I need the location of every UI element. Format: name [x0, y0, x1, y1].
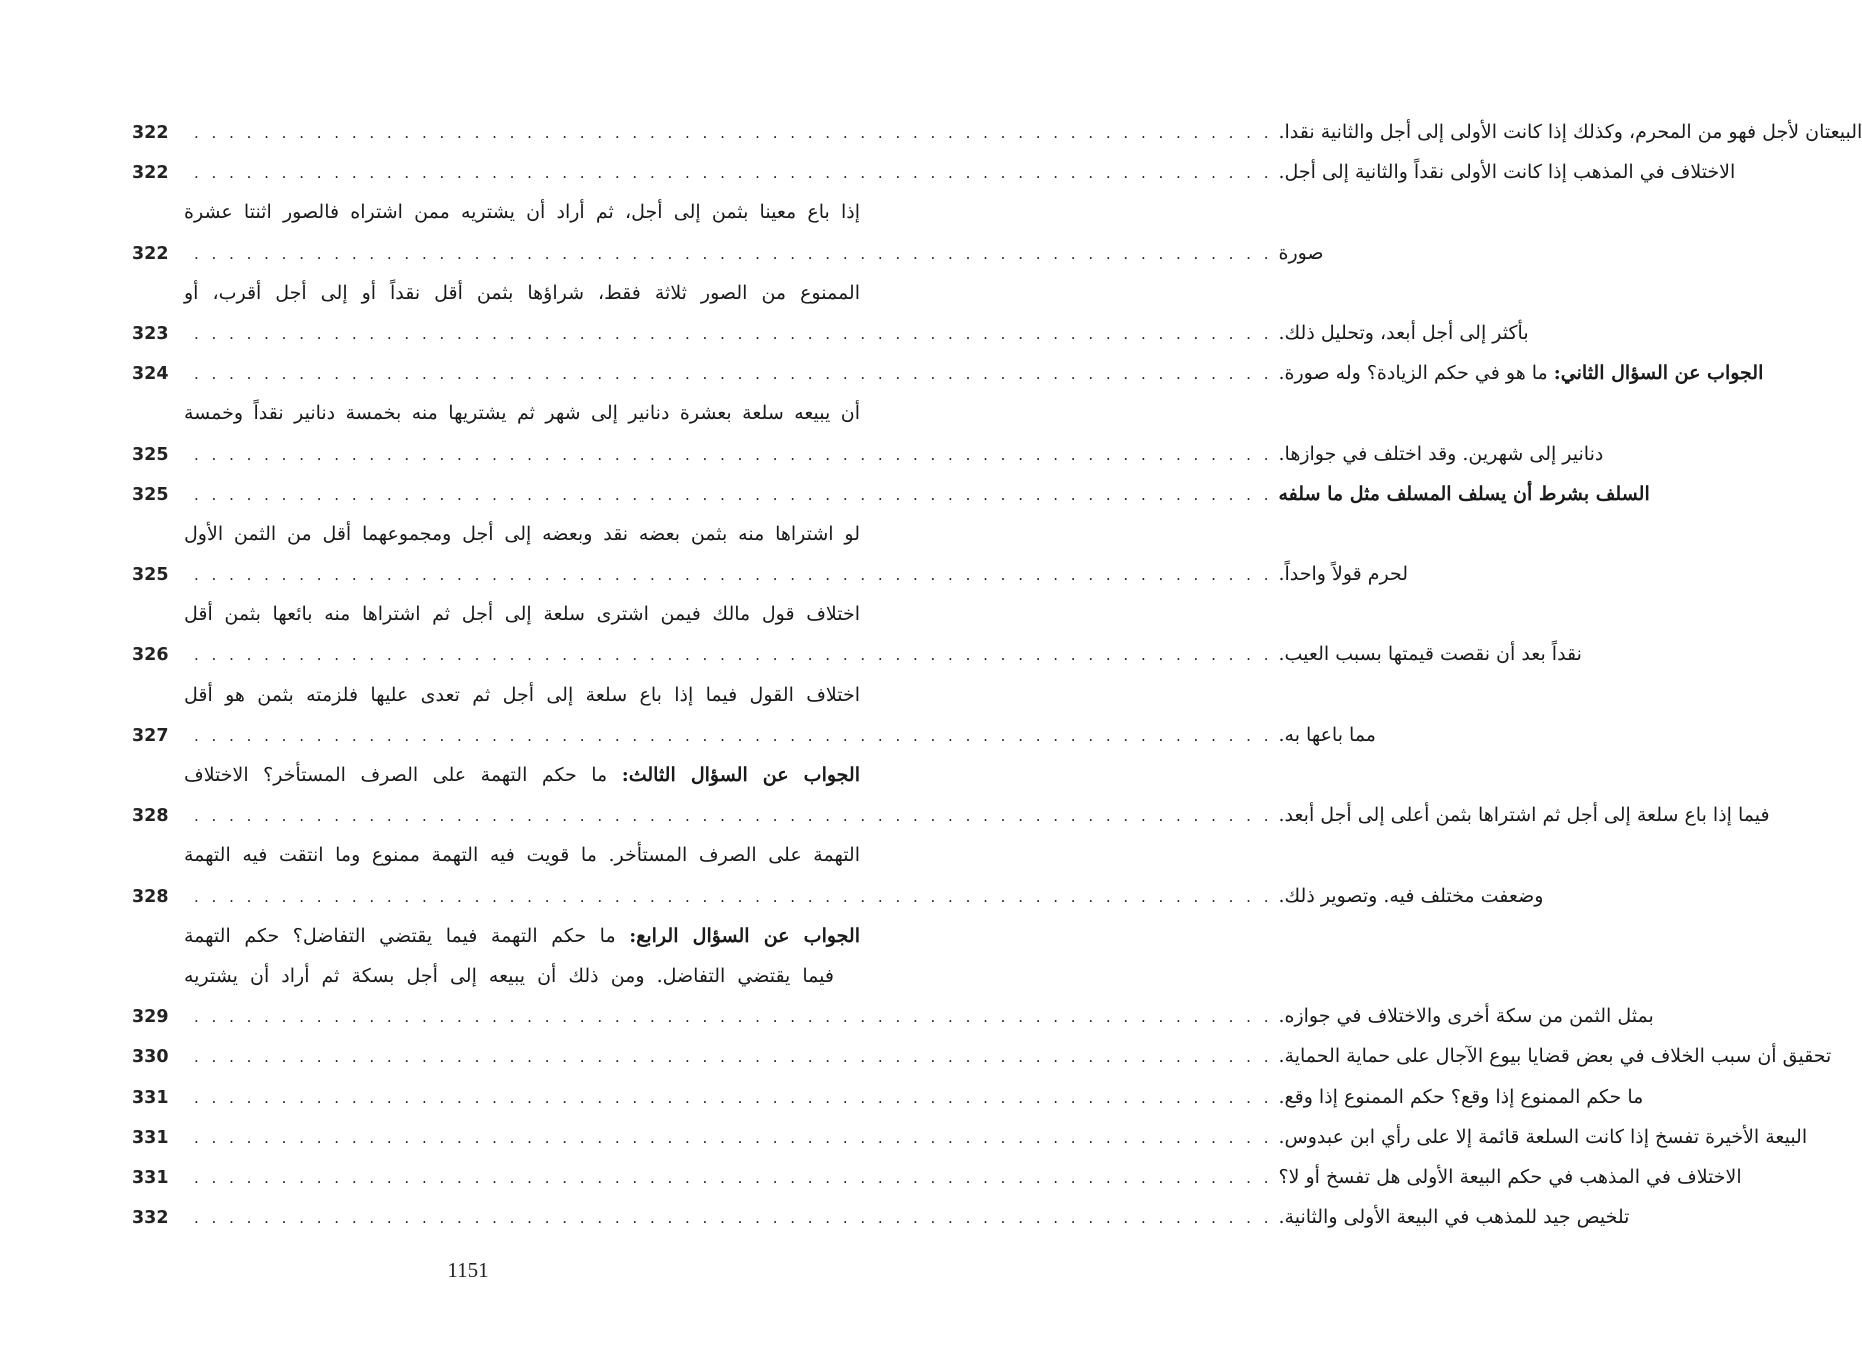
toc-line [132, 1197, 1630, 1237]
toc-entry-text: دنانير إلى شهرين. وقد اختلف في جوازها. [1278, 442, 1604, 465]
toc-page-number: 331 [132, 1087, 169, 1108]
toc-entry-text: صورة [1278, 241, 1324, 264]
leader-dots: . . . . . . . . . . . . . . . . . . . . . . . . . . . . . . . . . . . . . . . . . . . . . . . . . . . . . . . . . . . . . . [194, 1128, 1273, 1147]
entry-rest: ما حكم التهمة فيما يقتضي التفاضل؟ حكم التهمة [184, 924, 630, 947]
toc-line [132, 233, 1324, 273]
toc-entry-text: وضعفت مختلف فيه. وتصوير ذلك. [1278, 884, 1544, 907]
leader-dots: . . . . . . . . . . . . . . . . . . . . . . . . . . . . . . . . . . . . . . . . . . . . . . . . . . . . . . . . . . . . . . [194, 1008, 1273, 1027]
entry-rest: ما حكم التهمة على الصرف المستأخر؟ الاختلاف [184, 764, 622, 786]
toc-page-number: 328 [132, 886, 169, 907]
table-of-contents [132, 112, 1862, 1237]
toc-line [132, 594, 860, 634]
toc-entry-text: فيما إذا باع سلعة إلى أجل ثم اشتراها بثمن أعلى إلى أجل أبعد. [1278, 804, 1770, 827]
leader-dots: . . . . . . . . . . . . . . . . . . . . . . . . . . . . . . . . . . . . . . . . . . . . . . . . . . . . . . . . . . . . . . [194, 1209, 1273, 1228]
question-heading: الجواب عن السؤال الثاني: [1553, 362, 1764, 385]
toc-entry-text: اختلاف القول فيما إذا باع سلعة إلى أجل ثم تعدى عليها فلزمته بثمن هو أقل [184, 683, 860, 706]
toc-entry-text: الاختلاف في المذهب إذا كانت الأولى نقداً والثانية إلى أجل. [1278, 161, 1736, 184]
toc-page-number: 322 [132, 243, 169, 264]
question-heading: الجواب عن السؤال الرابع: [629, 924, 860, 947]
toc-page-number: 323 [132, 323, 169, 344]
toc-line [132, 393, 860, 433]
toc-entry-text: أن يبيعه سلعة بعشرة دنانير إلى شهر ثم يشتريها منه بخمسة دنانير نقداً وخمسة [184, 402, 860, 425]
leader-dots: . . . . . . . . . . . . . . . . . . . . . . . . . . . . . . . . . . . . . . . . . . . . . . . . . . . . . . . . . . . . . . [194, 1048, 1273, 1067]
toc-line [132, 313, 1529, 353]
toc-line [132, 192, 860, 232]
leader-dots: . . . . . . . . . . . . . . . . . . . . . . . . . . . . . . . . . . . . . . . . . . . . . . . . . . . . . . . . . . . . . . [194, 566, 1273, 585]
toc-line [132, 1117, 1808, 1157]
toc-entry-text [184, 916, 860, 956]
toc-entry-text [1278, 353, 1763, 393]
leader-dots: . . . . . . . . . . . . . . . . . . . . . . . . . . . . . . . . . . . . . . . . . . . . . . . . . . . . . . . . . . . . . . [194, 485, 1273, 504]
toc-entry-text: الممنوع من الصور ثلاثة فقط، شراؤها بثمن أقل نقداً أو إلى أجل أقرب، أو [184, 281, 860, 304]
toc-line [132, 273, 860, 313]
toc-page-number: 332 [132, 1208, 169, 1229]
toc-page-number: 326 [132, 645, 169, 666]
leader-dots: . . . . . . . . . . . . . . . . . . . . . . . . . . . . . . . . . . . . . . . . . . . . . . . . . . . . . . . . . . . . . . [194, 726, 1273, 745]
toc-page-number: 330 [132, 1047, 169, 1068]
toc-line [132, 514, 860, 554]
toc-entry-text: فيما يقتضي التفاضل. ومن ذلك أن يبيعه إلى أجل بسكة ثم أراد أن يشتريه [184, 964, 834, 987]
toc-line [132, 876, 1544, 916]
toc-entry-text: تحقيق أن سبب الخلاف في بعض قضايا بيوع الآجال على حماية الحماية. [1278, 1045, 1832, 1068]
leader-dots: . . . . . . . . . . . . . . . . . . . . . . . . . . . . . . . . . . . . . . . . . . . . . . . . . . . . . . . . . . . . . . [194, 1168, 1273, 1187]
entry-rest: ما هو في حكم الزيادة؟ وله صورة. [1278, 362, 1554, 385]
toc-line [132, 835, 860, 875]
toc-entry-text: ما حكم الممنوع إذا وقع؟ حكم الممنوع إذا وقع. [1278, 1085, 1644, 1108]
toc-line [132, 956, 860, 996]
toc-line [132, 554, 1409, 594]
toc-entry-text: بمثل الثمن من سكة أخرى والاختلاف في جوازه. [1278, 1005, 1654, 1028]
toc-line [132, 916, 860, 956]
toc-line [132, 996, 1654, 1036]
toc-line [132, 634, 1582, 674]
toc-line [132, 795, 1770, 835]
leader-dots: . . . . . . . . . . . . . . . . . . . . . . . . . . . . . . . . . . . . . . . . . . . . . . . . . . . . . . . . . . . . . . [194, 365, 1273, 384]
toc-line [132, 112, 1862, 152]
toc-entry-text: اختلاف قول مالك فيمن اشترى سلعة إلى أجل ثم اشتراها منه بائعها بثمن أقل [184, 603, 860, 626]
toc-entry-text: لو اشتراها منه بثمن بعضه نقد وبعضه إلى أجل ومجموعهما أقل من الثمن الأول [184, 522, 860, 545]
page-number: 1151 [447, 1258, 489, 1282]
toc-entry-text: مما باعها به. [1278, 723, 1376, 746]
toc-page-number: 324 [132, 364, 169, 385]
toc-entry-text: البيعتان لأجل فهو من المحرم، وكذلك إذا كانت الأولى إلى أجل والثانية نقدا. [1278, 121, 1862, 143]
toc-line [132, 353, 1764, 393]
toc-line [132, 1036, 1832, 1076]
toc-entry-text: بأكثر إلى أجل أبعد، وتحليل ذلك. [1278, 321, 1529, 344]
toc-entry-text: السلف بشرط أن يسلف المسلف مثل ما سلفه [1278, 482, 1650, 505]
toc-line [132, 1157, 1742, 1197]
leader-dots: . . . . . . . . . . . . . . . . . . . . . . . . . . . . . . . . . . . . . . . . . . . . . . . . . . . . . . . . . . . . . . [194, 646, 1273, 665]
toc-line [132, 152, 1736, 192]
toc-line [132, 755, 860, 795]
toc-page-number: 331 [132, 1167, 169, 1188]
toc-entry-text: تلخيص جيد للمذهب في البيعة الأولى والثانية. [1278, 1206, 1630, 1229]
toc-entry-text [184, 755, 860, 795]
toc-line [132, 715, 1376, 755]
leader-dots: . . . . . . . . . . . . . . . . . . . . . . . . . . . . . . . . . . . . . . . . . . . . . . . . . . . . . . . . . . . . . . [194, 887, 1273, 906]
toc-entry-text: الاختلاف في المذهب في حكم البيعة الأولى هل تفسخ أو لا؟ [1278, 1165, 1742, 1188]
toc-entry-text: البيعة الأخيرة تفسخ إذا كانت السلعة قائمة إلا على رأي ابن عبدوس. [1278, 1125, 1808, 1148]
leader-dots: . . . . . . . . . . . . . . . . . . . . . . . . . . . . . . . . . . . . . . . . . . . . . . . . . . . . . . . . . . . . . . [194, 244, 1273, 263]
leader-dots: . . . . . . . . . . . . . . . . . . . . . . . . . . . . . . . . . . . . . . . . . . . . . . . . . . . . . . . . . . . . . . [194, 164, 1273, 183]
toc-page-number: 325 [132, 444, 169, 465]
leader-dots: . . . . . . . . . . . . . . . . . . . . . . . . . . . . . . . . . . . . . . . . . . . . . . . . . . . . . . . . . . . . . . [194, 1088, 1273, 1107]
toc-page-number: 325 [132, 484, 169, 505]
toc-line [132, 1077, 1644, 1117]
toc-page-number: 329 [132, 1007, 169, 1028]
toc-entry-text: نقداً بعد أن نقصت قيمتها بسبب العيب. [1278, 643, 1582, 666]
toc-page-number: 328 [132, 806, 169, 827]
toc-line [132, 675, 860, 715]
toc-line [132, 474, 1650, 514]
toc-page-number: 322 [132, 123, 169, 143]
toc-page-number: 325 [132, 565, 169, 586]
toc-entry-text: التهمة على الصرف المستأخر. ما قويت فيه التهمة ممنوع وما انتقت فيه التهمة [184, 844, 860, 867]
toc-page-number: 331 [132, 1127, 169, 1148]
toc-page-number: 322 [132, 163, 169, 184]
question-heading: الجواب عن السؤال الثالث: [621, 764, 860, 786]
leader-dots: . . . . . . . . . . . . . . . . . . . . . . . . . . . . . . . . . . . . . . . . . . . . . . . . . . . . . . . . . . . . . . [194, 124, 1273, 142]
toc-line [132, 434, 1604, 474]
toc-entry-text: إذا باع معينا بثمن إلى أجل، ثم أراد أن يشتريه ممن اشتراه فالصور اثنتا عشرة [184, 201, 860, 224]
toc-entry-text: لحرم قولاً واحداً. [1278, 563, 1409, 586]
leader-dots: . . . . . . . . . . . . . . . . . . . . . . . . . . . . . . . . . . . . . . . . . . . . . . . . . . . . . . . . . . . . . . [194, 445, 1273, 464]
leader-dots: . . . . . . . . . . . . . . . . . . . . . . . . . . . . . . . . . . . . . . . . . . . . . . . . . . . . . . . . . . . . . . [194, 807, 1273, 826]
toc-page-number: 327 [132, 725, 169, 746]
leader-dots: . . . . . . . . . . . . . . . . . . . . . . . . . . . . . . . . . . . . . . . . . . . . . . . . . . . . . . . . . . . . . . [194, 324, 1273, 343]
